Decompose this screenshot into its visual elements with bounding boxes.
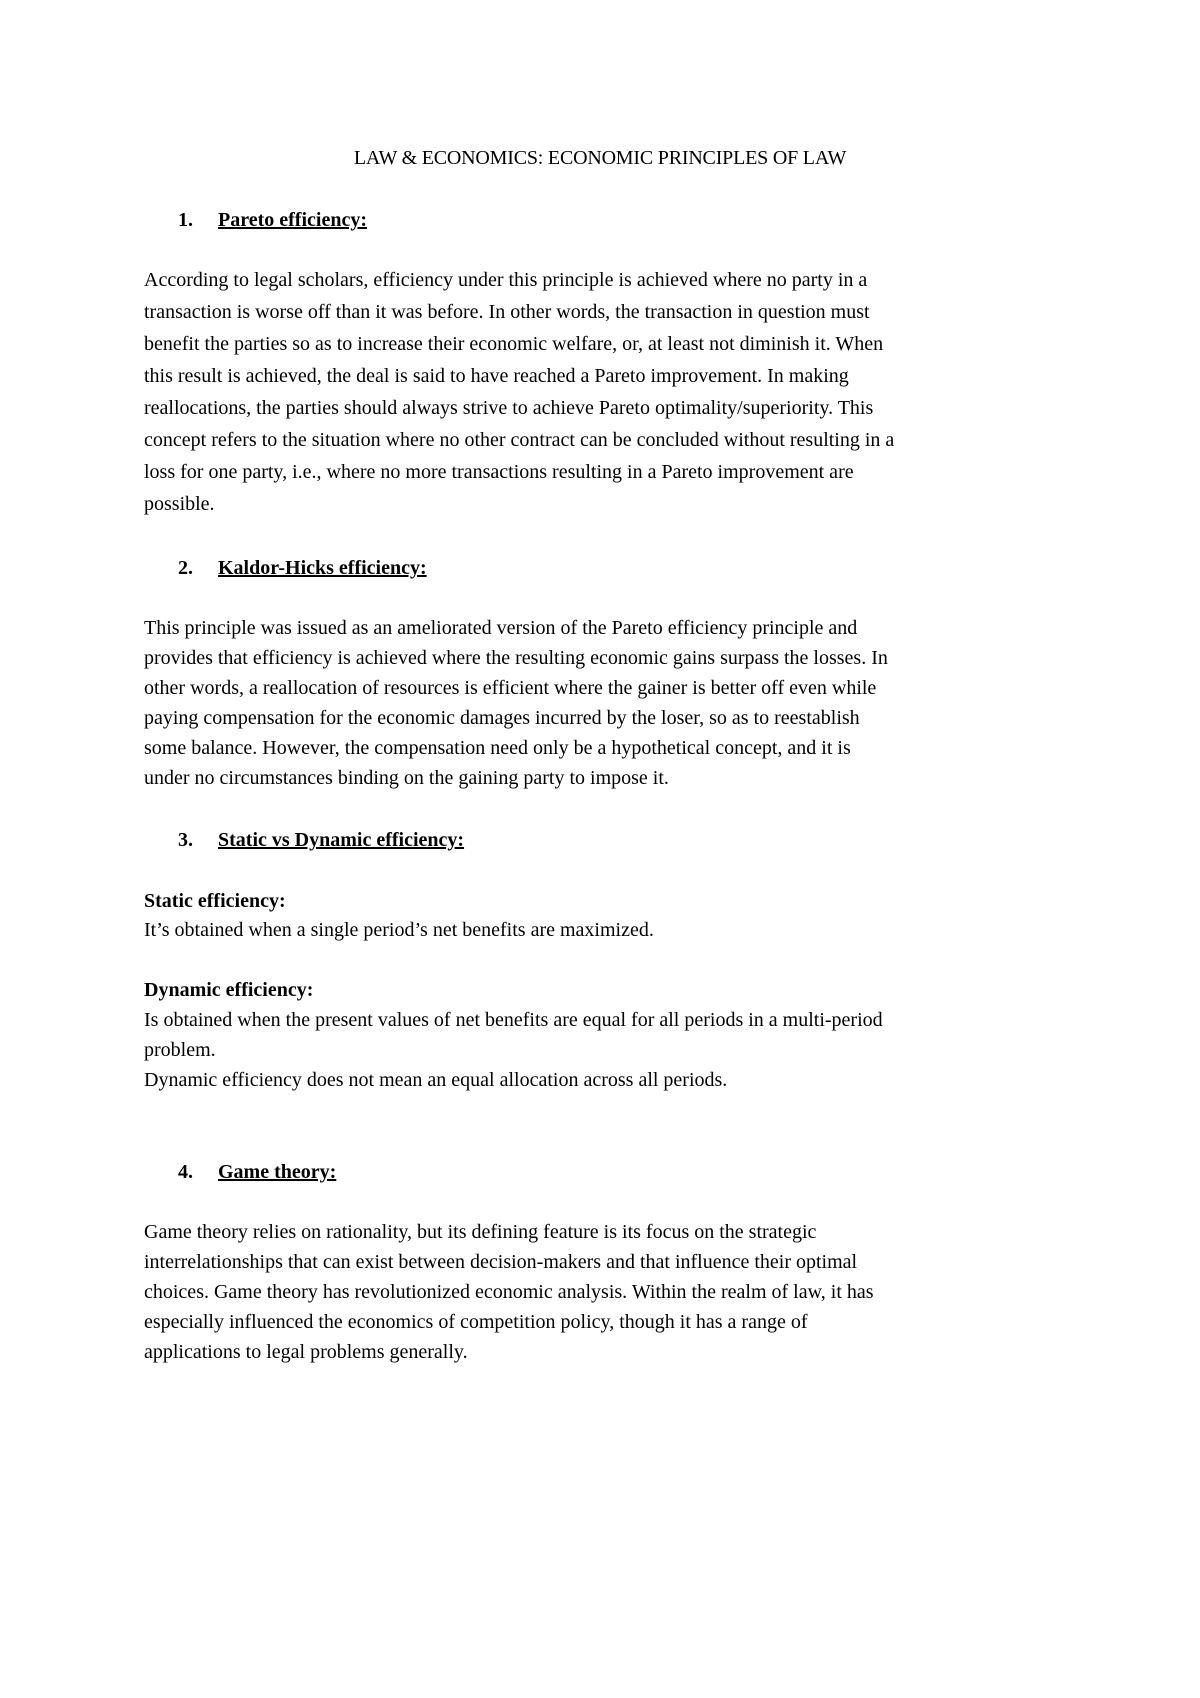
dynamic-efficiency-line: Is obtained when the present values of net benefits are equal for all periods in a multi-period <box>144 1009 883 1031</box>
paragraph-line: transaction is worse off than it was before. In other words, the transaction in question must <box>144 301 870 323</box>
document-title: LAW & ECONOMICS: ECONOMIC PRINCIPLES OF LAW <box>353 147 847 169</box>
section-title: Pareto efficiency: <box>218 209 367 231</box>
paragraph-kaldor-hicks <box>144 613 1064 793</box>
paragraph-line: benefit the parties so as to increase their economic welfare, or, at least not diminish it. When <box>144 333 884 355</box>
paragraph-game-theory <box>144 1217 1064 1367</box>
section-heading-pareto <box>178 208 367 232</box>
paragraph-line: provides that efficiency is achieved where the resulting economic gains surpass the losses. In <box>144 647 888 669</box>
paragraph-line: possible. <box>144 493 215 515</box>
paragraph-line: reallocations, the parties should always strive to achieve Pareto optimality/superiority. This <box>144 397 874 419</box>
paragraph-pareto <box>144 264 1064 520</box>
paragraph-line: choices. Game theory has revolutionized economic analysis. Within the realm of law, it has <box>144 1281 874 1303</box>
paragraph-line: applications to legal problems generally. <box>144 1341 468 1363</box>
paragraph-line: some balance. However, the compensation need only be a hypothetical concept, and it is <box>144 737 851 759</box>
paragraph-line: loss for one party, i.e., where no more transactions resulting in a Pareto improvement are <box>144 461 854 483</box>
dynamic-efficiency-label: Dynamic efficiency: <box>144 979 314 1001</box>
section-heading-kaldor-hicks <box>178 556 427 580</box>
section-title: Game theory: <box>218 1161 337 1183</box>
section-heading-game-theory <box>178 1160 336 1184</box>
paragraph-line: paying compensation for the economic damages incurred by the loser, so as to reestablish <box>144 707 860 729</box>
paragraph-line: under no circumstances binding on the gaining party to impose it. <box>144 767 669 789</box>
paragraph-line: interrelationships that can exist between decision-makers and that influence their optimal <box>144 1251 858 1273</box>
paragraph-line: This principle was issued as an ameliorated version of the Pareto efficiency principle and <box>144 617 858 639</box>
section-title: Static vs Dynamic efficiency: <box>218 829 465 851</box>
paragraph-line: especially influenced the economics of competition policy, though it has a range of <box>144 1311 808 1333</box>
section-heading-static-dynamic <box>178 828 464 852</box>
section-number: 3. <box>178 829 193 851</box>
dynamic-efficiency-line: problem. <box>144 1039 216 1061</box>
paragraph-line: concept refers to the situation where no other contract can be concluded without resulting in a <box>144 429 895 451</box>
paragraph-line: According to legal scholars, efficiency under this principle is achieved where no party in a <box>144 269 868 291</box>
section-title: Kaldor-Hicks efficiency: <box>218 557 427 579</box>
static-efficiency-text: It’s obtained when a single period’s net benefits are maximized. <box>144 919 654 941</box>
paragraph-line: this result is achieved, the deal is said to have reached a Pareto improvement. In making <box>144 365 849 387</box>
paragraph-line: Game theory relies on rationality, but its defining feature is its focus on the strategic <box>144 1221 817 1243</box>
section-number: 2. <box>178 557 193 579</box>
section-number: 1. <box>178 209 193 231</box>
dynamic-efficiency-line: Dynamic efficiency does not mean an equal allocation across all periods. <box>144 1069 728 1091</box>
section-number: 4. <box>178 1161 193 1183</box>
paragraph-line: other words, a reallocation of resources is efficient where the gainer is better off even while <box>144 677 877 699</box>
static-efficiency-label: Static efficiency: <box>144 890 286 912</box>
